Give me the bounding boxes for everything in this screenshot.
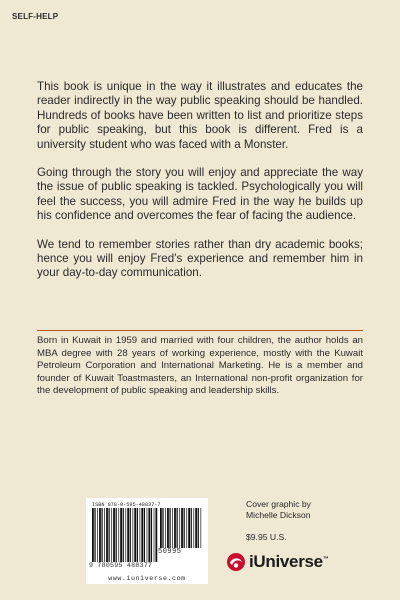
barcode-bar — [137, 508, 138, 562]
barcode-bar — [125, 508, 126, 562]
barcode-bar — [116, 508, 117, 562]
blurb-paragraph: This book is unique in the way it illustrates and educates the reader indirectly in the way public speaking should be handled. Hundreds of books have been written to list and prioritize steps for public speaking, but this book is different. Fred is a university student who was faced with a Monster. — [37, 80, 363, 151]
barcode-bar — [92, 508, 94, 562]
price-code: 50995 — [158, 548, 182, 556]
barcode-bar — [186, 508, 187, 548]
barcode-bar — [177, 508, 178, 548]
barcode-bar — [188, 508, 190, 548]
barcode-block — [86, 498, 208, 584]
publisher-name: iUniverse™ — [249, 552, 329, 571]
barcode-bar — [169, 508, 170, 548]
barcode-bar — [174, 508, 176, 548]
cover-credit-name: Michelle Dickson — [246, 510, 311, 521]
publisher-logo — [226, 551, 329, 573]
barcode-bar — [151, 508, 152, 562]
author-bio: Born in Kuwait in 1959 and married with four children, the author holds an MBA degree with 28 years of working experience, mostly with the Kuwait Petroleum Corporation and International Marketing. He is a member and founder of Kuwait Toastmasters, an International non-profit organization for the development of public speaking and leadership skills. — [37, 335, 363, 397]
barcode-bar — [147, 508, 148, 562]
barcode-bar — [134, 508, 136, 562]
back-cover-blurb — [37, 80, 363, 295]
barcode-bar — [109, 508, 110, 562]
barcode-bar — [133, 508, 134, 562]
barcode-bar — [113, 508, 115, 562]
cover-credit — [246, 499, 311, 522]
blurb-paragraph: We tend to remember stories rather than dry academic books; hence you will enjoy Fred’s experience and remember him in your day-to-day communication. — [37, 237, 363, 280]
publisher-url: www.iuniverse.com — [108, 575, 186, 582]
barcode-bar — [106, 508, 108, 562]
isbn-label: ISBN 978-0-595-48837-7 — [92, 502, 161, 508]
barcode-bar — [201, 508, 202, 548]
barcode-bar — [141, 508, 143, 562]
barcode-bar — [123, 508, 124, 562]
barcode-bar — [193, 508, 194, 548]
barcode-bar — [101, 508, 102, 562]
barcode-bar — [94, 508, 95, 562]
barcode-bar — [181, 508, 183, 548]
category-label: SELF-HELP — [12, 12, 59, 21]
cover-credit-line: Cover graphic by — [246, 499, 311, 509]
blurb-paragraph: Going through the story you will enjoy and appreciate the way the issue of public speaking is tackled. Psychologically you will feel the success, you will admire Fred in the way he builds up his confidence and overcomes the fear of facing the audience. — [37, 166, 363, 223]
barcode-bar — [160, 508, 162, 548]
barcode-bar — [198, 508, 199, 548]
barcode-bar — [195, 508, 197, 548]
price-label: $9.95 U.S. — [246, 532, 287, 542]
barcode-bar — [162, 508, 163, 548]
barcode-bar — [140, 508, 141, 562]
barcode-bar — [97, 508, 98, 562]
barcode-bar — [148, 508, 150, 562]
barcode-bar — [130, 508, 131, 562]
section-divider — [37, 330, 363, 331]
barcode-bar — [104, 508, 105, 562]
barcode-bar — [144, 508, 145, 562]
barcode-bar — [179, 508, 180, 548]
barcode-bar — [118, 508, 119, 562]
barcode-bar — [167, 508, 169, 548]
barcode-bar — [155, 508, 157, 562]
barcode-bar — [111, 508, 112, 562]
barcode-bar — [172, 508, 173, 548]
barcode-bar — [154, 508, 155, 562]
ean-barcode — [90, 508, 204, 562]
barcode-bar — [99, 508, 101, 562]
barcode-bar — [120, 508, 122, 562]
ean-digits: 9 780595 488377 — [89, 562, 153, 569]
barcode-bar — [184, 508, 185, 548]
barcode-bar — [165, 508, 166, 548]
iuniverse-swirl-icon — [226, 552, 246, 572]
barcode-bar — [127, 508, 129, 562]
barcode-bar — [191, 508, 192, 548]
